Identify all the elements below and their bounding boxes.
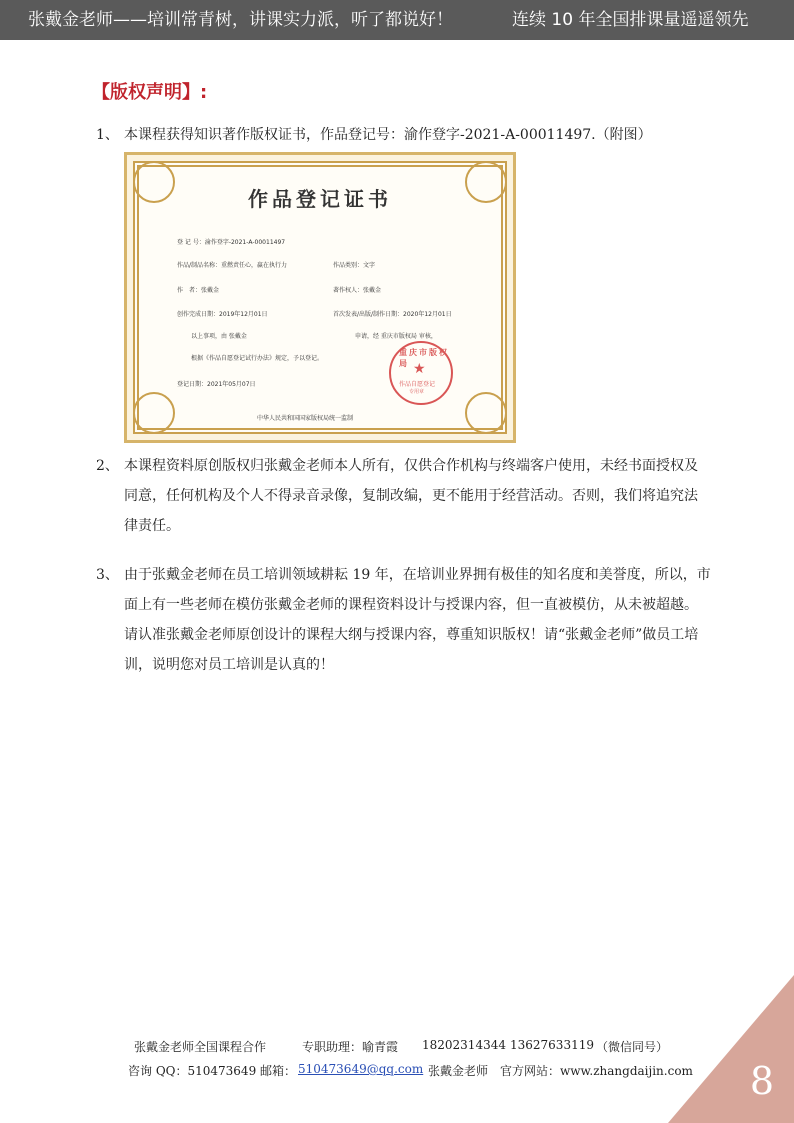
list-item-3	[96, 560, 711, 680]
copyright-certificate-image	[124, 152, 516, 443]
page-number: 8	[749, 1059, 774, 1103]
star-icon: ★	[413, 361, 426, 377]
footer-teacher: 张戴金老师	[428, 1064, 489, 1078]
footer-phone-2: 13627633119	[510, 1038, 594, 1052]
corner-ornament	[465, 392, 507, 434]
item-text: 本课程资料原创版权归张戴金老师本人所有，仅供合作机构与终端客户使用，未经书面授权及同意，任何机构及个人不得录音录像，复制改编，更不能用于经营活动。否则，我们将追究法律责任。	[124, 458, 698, 534]
cert-statement-left: 以上事项，由 张戴金	[191, 333, 247, 340]
list-item-2	[96, 451, 711, 541]
cert-reg-date: 登记日期：2021年05月07日	[177, 381, 256, 388]
cert-created: 创作完成日期：2019年12月01日	[177, 311, 268, 318]
item-text: 由于张戴金老师在员工培训领域耕耘 19 年，在培训业界拥有极佳的知名度和美誉度，所以，市面上有一些老师在模仿张戴金老师的课程资料设计与授课内容，但一直被模仿，从未被超越。请认准张戴金老师原创设计的课程大纲与授课内容，尊重知识版权！请“张戴金老师”做员工培训，说明您对员工培训是认真的！	[124, 567, 711, 673]
footer-cooperation: 张戴金老师全国课程合作	[134, 1040, 267, 1054]
banner-ranking: 连续 10 年全国排课量遥遥领先	[512, 10, 749, 30]
footer-assistant: 专职助理：喻青霞	[302, 1040, 399, 1054]
cert-statement-right: 申请，经 重庆市版权局 审核，	[355, 333, 437, 340]
seal-top-text: 重庆市版权局	[399, 347, 449, 368]
footer-wechat-note: （微信同号）	[596, 1040, 669, 1054]
item-number: 2、	[96, 458, 119, 474]
cert-issuer: 中华人民共和国国家版权局统一监制	[257, 415, 354, 422]
certificate-title: 作品登记证书	[248, 187, 392, 211]
item-number: 1、	[96, 127, 119, 143]
top-banner	[0, 0, 794, 40]
cert-published: 首次发表/出版/制作日期：2020年12月01日	[333, 311, 452, 318]
corner-triangle-decoration	[668, 975, 794, 1123]
corner-ornament	[133, 392, 175, 434]
banner-slogan: 张戴金老师——培训常青树，讲课实力派，听了都说好！	[28, 10, 453, 30]
item-number: 3、	[96, 567, 119, 583]
list-item-1	[96, 120, 711, 150]
red-seal-stamp	[389, 341, 453, 405]
seal-bottom-text: 专用章	[409, 389, 425, 395]
footer-phone-1: 18202314344	[422, 1038, 506, 1052]
cert-work-name: 作品/制品名称：重燃责任心，赢在执行力	[177, 262, 288, 269]
footer-qq: 咨询 QQ：510473649	[128, 1064, 257, 1078]
footer-email-label: 邮箱：	[260, 1064, 297, 1078]
cert-reg-no: 登 记 号：渝作登字-2021-A-00011497	[177, 239, 286, 246]
section-title: 【版权声明】:	[92, 82, 208, 103]
cert-owner: 著作权人：张戴金	[333, 287, 382, 294]
footer-website: 官方网站：www.zhangdaijin.com	[500, 1064, 693, 1078]
cert-work-type: 作品类别：文字	[333, 262, 376, 269]
item-text: 本课程获得知识著作版权证书，作品登记号：渝作登字-2021-A-00011497.（附图）	[124, 127, 652, 143]
footer-email-link[interactable]: 510473649@qq.com	[298, 1062, 424, 1076]
cert-author: 作 者：张戴金	[177, 287, 220, 294]
cert-statement-2: 根据《作品自愿登记试行办法》规定，予以登记。	[191, 355, 324, 362]
seal-middle-text: 作品自愿登记	[399, 381, 436, 388]
